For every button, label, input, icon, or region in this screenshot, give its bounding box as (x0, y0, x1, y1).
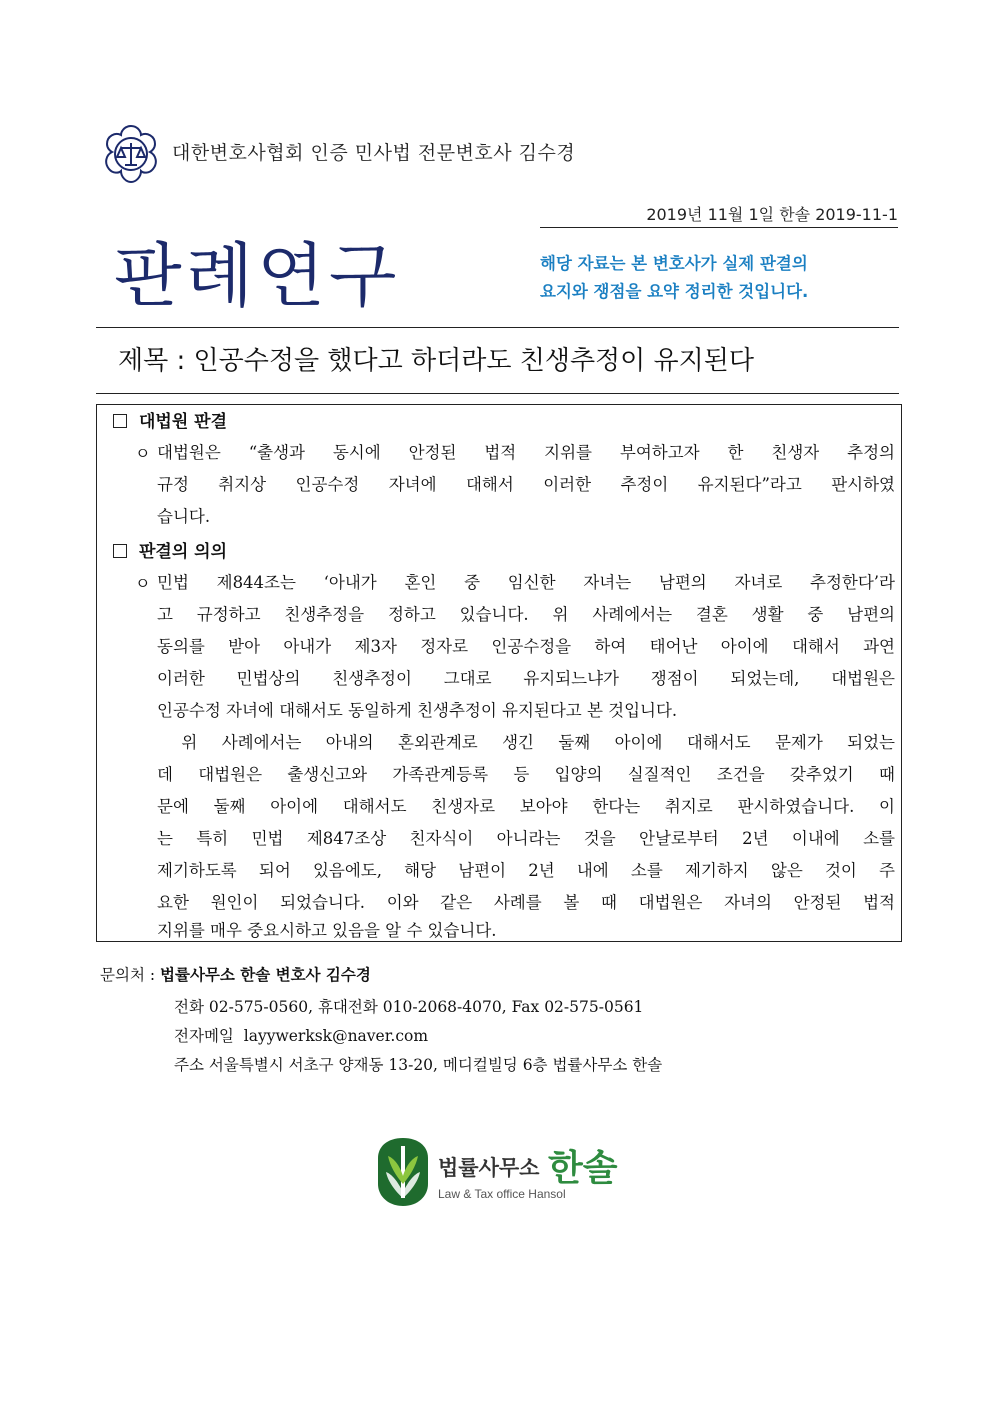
checkbox-square-icon (113, 414, 127, 428)
paragraph-line: 대법원은 “출생과 동시에 안정된 법적 지위를 부여하고자 한 친생자 추정의 (157, 443, 895, 462)
paragraph-line: 동의를 받아 아내가 제3자 정자로 인공수정을 하여 태어난 아이에 대해서 과연 (157, 637, 895, 656)
paragraph-line: 인공수정 자녀에 대해서도 동일하게 친생추정이 유지된다고 본 것입니다. (157, 701, 678, 720)
paragraph-line: 는 특히 민법 제847조상 친자식이 아니라는 것을 안날로부터 2년 이내에 소를 (157, 829, 895, 848)
content-box (96, 404, 902, 942)
bullet-icon: ㅇ (135, 574, 151, 593)
paragraph-line: 데 대법원은 출생신고와 가족관계등록 등 입양의 실질적인 조건을 갖추었기 때 (157, 765, 895, 784)
paragraph-line: 고 규정하고 친생추정을 정하고 있습니다. 위 사례에서는 결혼 생활 중 남편의 (157, 605, 895, 624)
paragraph-line: 규정 취지상 인공수정 자녀에 대해서 이러한 추정이 유지된다”라고 판시하였 (157, 475, 895, 494)
contact-phone: 전화 02-575-0560, 휴대전화 010-2068-4070, Fax 02-575-0561 (174, 998, 644, 1016)
subject-top-divider (96, 327, 899, 328)
email-label: 전자메일 (174, 1027, 234, 1045)
subject-title: 제목 : 인공수정을 했다고 하더라도 친생추정이 유지된다 (118, 346, 755, 376)
paragraph-line: 위 사례에서는 아내의 혼외관계로 생긴 둘째 아이에 대해서도 문제가 되었는 (157, 733, 895, 752)
paragraph-line: 제기하도록 되어 있음에도, 해당 남편이 2년 내에 소를 제기하지 않은 것이 주 (157, 861, 895, 880)
notice-text (540, 250, 870, 306)
paragraph-line: 요한 원인이 되었습니다. 이와 같은 사례를 볼 때 대법원은 자녀의 안정된 법적 (157, 893, 895, 912)
contact-line (100, 963, 371, 985)
association-line: 대한변호사협회 인증 민사법 전문변호사 김수경 (172, 142, 576, 164)
notice-line-1: 해당 자료는 본 변호사가 실제 판결의 (540, 254, 808, 273)
contact-email-line (174, 1024, 428, 1046)
hansol-logo-icon (376, 1136, 430, 1208)
page-title: 판례연구 (114, 235, 401, 317)
section-heading-ruling: 대법원 판결 (113, 407, 227, 432)
date-line: 2019년 11월 1일 한솔 2019-11-1 (540, 202, 898, 228)
subject-bottom-divider (96, 393, 899, 394)
paragraph-line: 민법 제844조는 ‘아내가 혼인 중 임신한 자녀는 남편의 자녀로 추정한다’라 (157, 573, 895, 592)
bullet-icon: ㅇ (135, 444, 151, 463)
logo-english-text: Law & Tax office Hansol (438, 1187, 566, 1201)
bar-association-emblem-icon (100, 123, 162, 185)
paragraph-line: 습니다. (157, 507, 211, 526)
paragraph-line: 문에 둘째 아이에 대해서도 친생자로 보아야 한다는 취지로 판시하였습니다. 이 (157, 797, 895, 816)
logo-brand-text: 한솔 (548, 1148, 618, 1189)
contact-firm: 법률사무소 한솔 변호사 김수경 (160, 965, 371, 984)
paragraph-line: 이러한 민법상의 친생추정이 그대로 유지되느냐가 쟁점이 되었는데, 대법원은 (157, 669, 895, 688)
paragraph-line: 지위를 매우 중요시하고 있음을 알 수 있습니다. (157, 921, 497, 940)
notice-line-2: 요지와 쟁점을 요약 정리한 것입니다. (540, 282, 809, 301)
checkbox-square-icon (113, 544, 127, 558)
email-value: layywerksk@naver.com (243, 1027, 429, 1045)
contact-label: 문의처 : (100, 966, 160, 984)
logo-korean-text: 법률사무소 (438, 1156, 540, 1180)
section-heading-significance: 판결의 의의 (113, 537, 227, 562)
contact-address: 주소 서울특별시 서초구 양재동 13-20, 메디컬빌딩 6층 법률사무소 한솔 (174, 1056, 663, 1074)
